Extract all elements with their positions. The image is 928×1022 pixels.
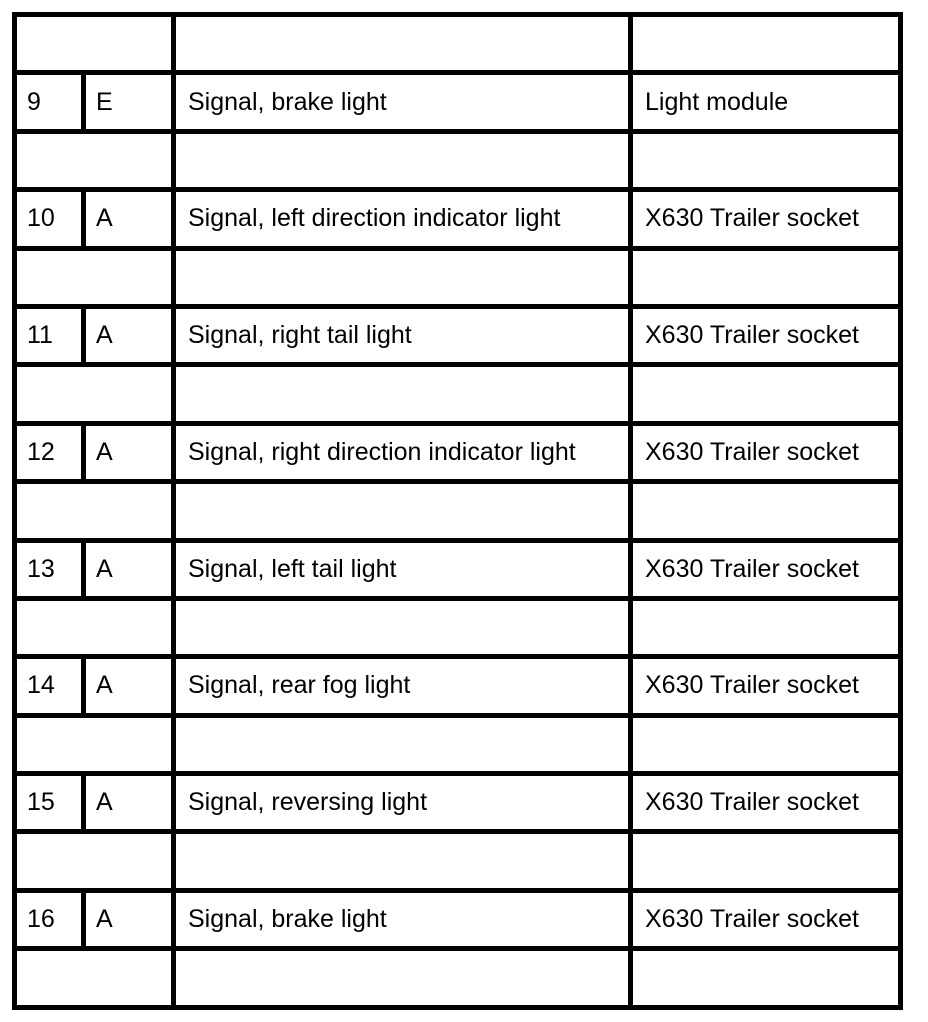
spacer-row xyxy=(15,949,901,1007)
connection-cell: X630 Trailer socket xyxy=(631,306,901,364)
spacer-cell-left xyxy=(15,482,174,540)
pin-number-cell: 12 xyxy=(15,423,84,481)
spacer-cell-description xyxy=(174,598,631,656)
table-row xyxy=(15,73,901,131)
spacer-cell-connection xyxy=(631,248,901,306)
table-row xyxy=(15,423,901,481)
pin-number-cell: 16 xyxy=(15,890,84,948)
spacer-row xyxy=(15,131,901,189)
table-row xyxy=(15,540,901,598)
spacer-cell-connection xyxy=(631,365,901,423)
table-row xyxy=(15,306,901,364)
spacer-cell-connection xyxy=(631,949,901,1007)
signal-code-cell: A xyxy=(84,423,174,481)
spacer-row xyxy=(15,832,901,890)
spacer-cell-left xyxy=(15,131,174,189)
signal-code-cell: A xyxy=(84,890,174,948)
spacer-cell-left xyxy=(15,715,174,773)
spacer-cell-description xyxy=(174,365,631,423)
spacer-cell-connection xyxy=(631,15,901,73)
signal-description-cell: Signal, rear fog light xyxy=(174,657,631,715)
signal-code-cell: E xyxy=(84,73,174,131)
table-row xyxy=(15,890,901,948)
spacer-cell-left xyxy=(15,15,174,73)
connection-cell: X630 Trailer socket xyxy=(631,423,901,481)
spacer-row xyxy=(15,15,901,73)
spacer-row xyxy=(15,482,901,540)
pin-table-body xyxy=(15,15,901,1008)
spacer-cell-left xyxy=(15,248,174,306)
spacer-cell-left xyxy=(15,598,174,656)
spacer-row xyxy=(15,365,901,423)
pin-number-cell: 14 xyxy=(15,657,84,715)
connection-cell: X630 Trailer socket xyxy=(631,890,901,948)
spacer-cell-connection xyxy=(631,832,901,890)
spacer-cell-connection xyxy=(631,598,901,656)
spacer-cell-description xyxy=(174,248,631,306)
connection-cell: X630 Trailer socket xyxy=(631,774,901,832)
signal-code-cell: A xyxy=(84,306,174,364)
pin-assignment-table xyxy=(12,12,903,1010)
signal-description-cell: Signal, right tail light xyxy=(174,306,631,364)
spacer-cell-description xyxy=(174,131,631,189)
signal-description-cell: Signal, left direction indicator light xyxy=(174,190,631,248)
pin-number-cell: 11 xyxy=(15,306,84,364)
spacer-row xyxy=(15,248,901,306)
signal-description-cell: Signal, brake light xyxy=(174,73,631,131)
spacer-cell-left xyxy=(15,365,174,423)
connection-cell: Light module xyxy=(631,73,901,131)
connection-cell: X630 Trailer socket xyxy=(631,657,901,715)
table-row xyxy=(15,190,901,248)
connection-cell: X630 Trailer socket xyxy=(631,190,901,248)
spacer-cell-left xyxy=(15,949,174,1007)
table-row xyxy=(15,774,901,832)
signal-description-cell: Signal, brake light xyxy=(174,890,631,948)
signal-code-cell: A xyxy=(84,774,174,832)
signal-description-cell: Signal, reversing light xyxy=(174,774,631,832)
spacer-cell-description xyxy=(174,832,631,890)
table-row xyxy=(15,657,901,715)
signal-code-cell: A xyxy=(84,540,174,598)
pin-number-cell: 15 xyxy=(15,774,84,832)
pin-number-cell: 13 xyxy=(15,540,84,598)
signal-description-cell: Signal, left tail light xyxy=(174,540,631,598)
signal-code-cell: A xyxy=(84,657,174,715)
connection-cell: X630 Trailer socket xyxy=(631,540,901,598)
spacer-row xyxy=(15,598,901,656)
spacer-cell-connection xyxy=(631,715,901,773)
spacer-cell-description xyxy=(174,715,631,773)
signal-description-cell: Signal, right direction indicator light xyxy=(174,423,631,481)
spacer-row xyxy=(15,715,901,773)
spacer-cell-description xyxy=(174,482,631,540)
spacer-cell-description xyxy=(174,15,631,73)
pin-number-cell: 10 xyxy=(15,190,84,248)
pin-number-cell: 9 xyxy=(15,73,84,131)
signal-code-cell: A xyxy=(84,190,174,248)
spacer-cell-left xyxy=(15,832,174,890)
spacer-cell-connection xyxy=(631,482,901,540)
spacer-cell-connection xyxy=(631,131,901,189)
spacer-cell-description xyxy=(174,949,631,1007)
